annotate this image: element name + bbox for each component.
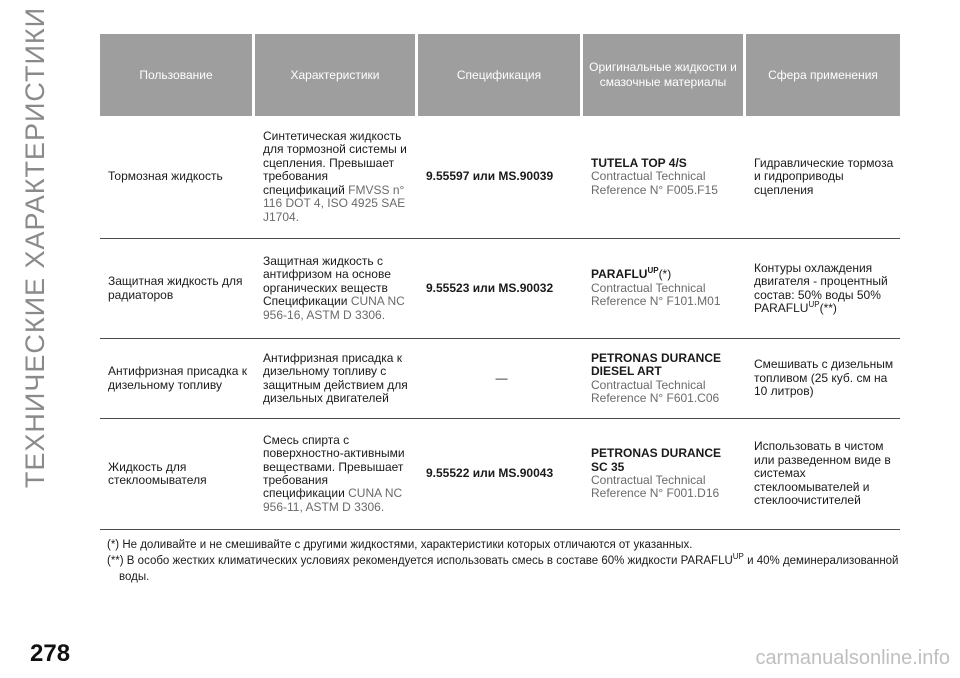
char-text: Защитная жидкость с антифризом на основе органических веществ Спецификации <box>263 253 391 309</box>
product-reference: Contractual Technical Reference N° F601.C06 <box>591 377 720 405</box>
header-original-fluids: Оригинальные жидкости и смазочные материалы <box>583 34 746 116</box>
header-use: Пользование <box>100 34 255 116</box>
cell-use: Жидкость для стеклоомывателя <box>100 419 255 530</box>
cell-application: Смешивать с дизельным топливом (25 куб. см на 10 литров) <box>746 339 900 419</box>
product-name: PETRONAS DURANCE DIESEL ART <box>591 350 722 379</box>
footnote-2-text: (**) В особо жестких климатических условиях рекомендуется использовать смесь в составе 60% жидкости PARAFLU <box>107 555 733 567</box>
char-standards: FMVSS n° 116 DOT 4, ISO 4925 SAE J1704. <box>263 182 406 224</box>
footnote-1: (*) Не доливайте и не смешивайте с другими жидкостями, характеристики которых отличаются от указанных. <box>107 539 693 551</box>
cell-characteristics <box>255 239 418 339</box>
cell-specification: — <box>418 339 583 419</box>
table-row <box>100 116 900 239</box>
product-footnote-mark: (*) <box>658 267 672 282</box>
application-footnote-mark: (**) <box>819 300 837 315</box>
fluids-table <box>100 34 900 530</box>
cell-application: Гидравлические тормоза и гидроприводы сцепления <box>746 116 900 239</box>
cell-original-fluid <box>583 239 746 339</box>
cell-specification: 9.55522 или MS.90043 <box>418 419 583 530</box>
cell-original-fluid <box>583 419 746 530</box>
product-reference: Contractual Technical Reference N° F101.M01 <box>591 280 721 309</box>
product-name: PARAFLU <box>591 267 648 282</box>
cell-original-fluid <box>583 116 746 239</box>
page-number: 278 <box>30 640 71 667</box>
table-row <box>100 339 900 419</box>
cell-application <box>746 239 900 339</box>
cell-original-fluid <box>583 339 746 419</box>
product-name: TUTELA TOP 4/S <box>591 155 687 170</box>
cell-characteristics <box>255 116 418 239</box>
side-section-title <box>6 7 64 489</box>
application-text: Контуры охлаждения двигателя - процентный состав: 50% воды 50% PARAFLU <box>754 260 888 315</box>
cell-use: Тормозная жидкость <box>100 116 255 239</box>
footnote-2-superscript: UP <box>732 552 744 562</box>
side-title-text: ТЕХНИЧЕСКИЕ ХАРАКТЕРИСТИКИ <box>19 7 50 489</box>
watermark: carmanualsonline.info <box>755 647 950 669</box>
footnote-2 <box>107 554 907 568</box>
char-text: Синтетическая жидкость для тормозной системы и сцепления. Превышает требования спецификаций <box>263 129 407 197</box>
application-superscript: UP <box>808 299 820 309</box>
product-reference: Contractual Technical Reference N° F001.D16 <box>591 473 720 501</box>
footnotes <box>107 538 907 586</box>
footnote-2-continuation: воды. <box>119 571 150 583</box>
cell-specification: 9.55523 или MS.90032 <box>418 239 583 339</box>
header-specification: Спецификация <box>418 34 583 116</box>
cell-application: Использовать в чистом или разведенном виде в системах стеклоомывателей и стеклоочистителей <box>746 419 900 530</box>
char-text: Смесь спирта с поверхностно-активными веществами. Превышает требования спецификации <box>263 432 405 501</box>
cell-characteristics: Антифризная присадка к дизельному топливу с защитным действием для дизельных двигателей <box>255 339 418 419</box>
cell-use: Защитная жидкость для радиаторов <box>100 239 255 339</box>
cell-characteristics <box>255 419 418 530</box>
cell-use: Антифризная присадка к дизельному топливу <box>100 339 255 419</box>
product-superscript: UP <box>647 266 659 276</box>
footnote-2-text-end: и 40% деминерализованной <box>747 555 899 567</box>
table-row <box>100 419 900 530</box>
header-application: Сфера применения <box>746 34 900 116</box>
product-name: PETRONAS DURANCE SC 35 <box>591 446 722 474</box>
char-standards: CUNA NC 956-16, ASTM D 3306. <box>263 294 405 322</box>
product-reference: Contractual Technical Reference N° F005.F15 <box>591 169 718 197</box>
table-header-row <box>100 34 900 116</box>
char-standards: CUNA NC 956-11, ASTM D 3306. <box>263 486 403 514</box>
cell-specification: 9.55597 или MS.90039 <box>418 116 583 239</box>
table-row <box>100 239 900 339</box>
header-characteristics: Характеристики <box>255 34 418 116</box>
